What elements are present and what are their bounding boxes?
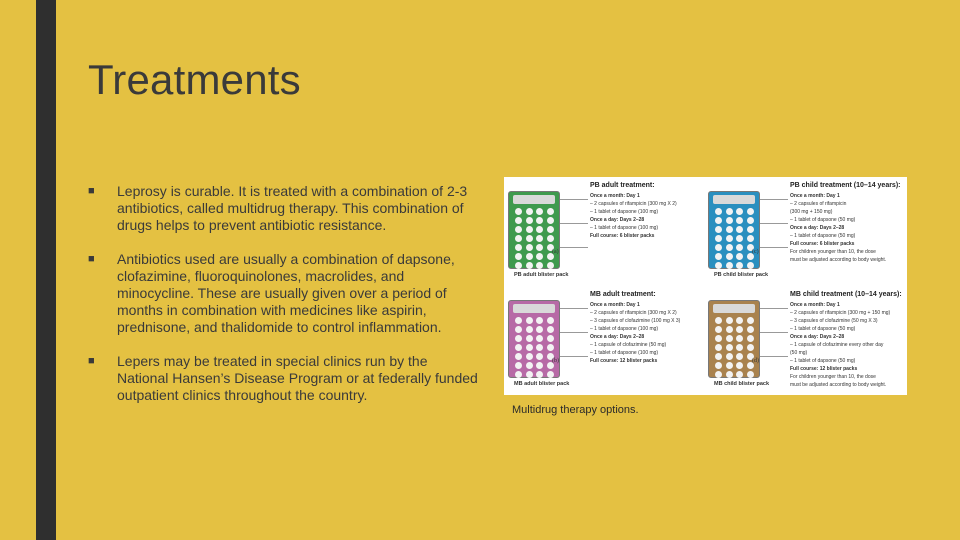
blister-pack-image	[708, 300, 760, 378]
panel-line: Once a day: Days 2–28	[790, 334, 845, 340]
blister-pill	[747, 326, 754, 333]
blister-pill	[526, 326, 533, 333]
blister-pill	[515, 335, 522, 342]
pack-label: MB adult blister pack	[514, 381, 570, 387]
panel-line: – 1 tablet of dapsone (100 mg)	[590, 225, 659, 231]
blister-pill	[726, 244, 733, 251]
blister-pill	[536, 317, 543, 324]
blister-pill	[526, 217, 533, 224]
panel-letter: (c)	[752, 249, 759, 255]
blister-grid	[515, 317, 555, 375]
treatment-panel	[704, 177, 904, 285]
callout-line	[760, 332, 788, 333]
bullet-item	[88, 353, 478, 404]
blister-pill	[726, 235, 733, 242]
blister-pill	[726, 344, 733, 351]
callout-line	[760, 199, 788, 200]
panel-line: – 1 capsule of clofazimine every other day	[790, 342, 884, 348]
panel-line: – 1 tablet of dapsone (50 mg)	[790, 326, 856, 332]
callout-line	[560, 308, 588, 309]
panel-line: (50 mg)	[790, 350, 808, 356]
blister-pill	[736, 326, 743, 333]
panel-line: For children younger than 10, the dose	[790, 374, 876, 380]
blister-pack-header	[513, 195, 555, 204]
bullet-marker: ■	[88, 355, 95, 367]
blister-pill	[526, 253, 533, 260]
panel-line: Full course: 12 blister packs	[590, 358, 658, 364]
blister-pill	[715, 353, 722, 360]
blister-pill	[747, 235, 754, 242]
bullet-list	[88, 183, 478, 421]
bullet-marker: ■	[88, 253, 95, 265]
blister-pill	[536, 262, 543, 269]
blister-pill	[515, 371, 522, 378]
blister-pill	[536, 235, 543, 242]
blister-grid	[515, 208, 555, 266]
bullet-item	[88, 251, 478, 336]
panel-title: MB adult treatment:	[590, 291, 656, 298]
blister-pill	[747, 226, 754, 233]
blister-pill	[515, 262, 522, 269]
panel-line: Once a month: Day 1	[590, 302, 640, 308]
bullet-item	[88, 183, 478, 234]
treatment-panel	[704, 286, 904, 394]
panel-line: – 1 tablet of dapsone (50 mg)	[790, 358, 856, 364]
blister-pill	[726, 326, 733, 333]
multidrug-therapy-figure	[504, 177, 907, 395]
callout-line	[560, 356, 588, 357]
blister-pill	[536, 326, 543, 333]
blister-pill	[726, 217, 733, 224]
panel-line: – 1 tablet of dapsone (50 mg)	[790, 217, 856, 223]
blister-pill	[536, 353, 543, 360]
blister-pill	[736, 262, 743, 269]
blister-pill	[715, 335, 722, 342]
blister-pack-image	[708, 191, 760, 269]
blister-pill	[715, 344, 722, 351]
blister-pill	[515, 226, 522, 233]
panel-letter: (a)	[552, 249, 559, 255]
blister-pill	[715, 253, 722, 260]
pack-label: PB child blister pack	[714, 272, 769, 278]
blister-pill	[536, 208, 543, 215]
callout-line	[560, 199, 588, 200]
blister-pill	[747, 262, 754, 269]
blister-pill	[736, 253, 743, 260]
blister-pill	[536, 344, 543, 351]
blister-pill	[715, 362, 722, 369]
blister-pill	[526, 208, 533, 215]
blister-pill	[726, 262, 733, 269]
panel-line: – 1 tablet of dapsone (100 mg)	[590, 326, 659, 332]
panel-line: Once a month: Day 1	[590, 193, 640, 199]
panel-line: Once a month: Day 1	[790, 193, 840, 199]
panel-line: – 2 capsules of rifampicin	[790, 201, 847, 207]
callout-line	[760, 308, 788, 309]
panel-title: PB child treatment (10–14 years):	[790, 182, 901, 189]
blister-pill	[736, 362, 743, 369]
blister-pill	[726, 371, 733, 378]
blister-pill	[526, 344, 533, 351]
blister-pill	[715, 326, 722, 333]
panel-title: PB adult treatment:	[590, 182, 655, 189]
treatment-panel	[504, 177, 704, 285]
blister-pill	[515, 217, 522, 224]
blister-pill	[726, 335, 733, 342]
blister-pill	[747, 208, 754, 215]
blister-pill	[747, 317, 754, 324]
panel-line: – 1 tablet of dapsone (100 mg)	[590, 209, 659, 215]
blister-pill	[526, 226, 533, 233]
blister-pill	[715, 317, 722, 324]
blister-pill	[547, 317, 554, 324]
blister-pill	[515, 253, 522, 260]
blister-pill	[715, 244, 722, 251]
panel-line: – 2 capsules of rifampicin (300 mg X 2)	[590, 310, 677, 316]
blister-pill	[736, 217, 743, 224]
blister-pill	[515, 326, 522, 333]
blister-pill	[515, 208, 522, 215]
panel-line: – 3 capsules of clofazimine (100 mg X 3)	[590, 318, 681, 324]
blister-pack-header	[513, 304, 555, 313]
blister-pill	[726, 353, 733, 360]
blister-pill	[736, 344, 743, 351]
blister-pill	[536, 244, 543, 251]
blister-pill	[726, 208, 733, 215]
blister-pill	[526, 262, 533, 269]
blister-pill	[726, 317, 733, 324]
blister-pill	[547, 235, 554, 242]
blister-pill	[526, 244, 533, 251]
blister-pack-image	[508, 300, 560, 378]
blister-pill	[515, 317, 522, 324]
blister-pill	[526, 335, 533, 342]
blister-pill	[736, 335, 743, 342]
blister-pill	[736, 244, 743, 251]
blister-pill	[715, 235, 722, 242]
blister-pill	[526, 317, 533, 324]
blister-pill	[736, 208, 743, 215]
panel-line: (300 mg + 150 mg)	[790, 209, 833, 215]
blister-pill	[726, 253, 733, 260]
panel-line: must be adjusted according to body weight.	[790, 382, 887, 388]
slide-title: Treatments	[88, 56, 301, 103]
callout-line	[760, 247, 788, 248]
blister-pill	[547, 335, 554, 342]
panel-letter: (b)	[552, 358, 559, 364]
blister-pill	[736, 235, 743, 242]
bullet-text: Lepers may be treated in special clinics run by the National Hansen’s Disease Program or at federally funded outpatient clinics throughout the country.	[117, 353, 478, 403]
callout-line	[760, 356, 788, 357]
blister-pill	[747, 335, 754, 342]
blister-pill	[536, 226, 543, 233]
callout-line	[560, 223, 588, 224]
callout-line	[560, 332, 588, 333]
blister-pill	[515, 353, 522, 360]
blister-pill	[547, 226, 554, 233]
panel-line: – 2 capsules of rifampicin (300 mg + 150 mg)	[790, 310, 891, 316]
pack-label: PB adult blister pack	[514, 272, 569, 278]
blister-pill	[715, 226, 722, 233]
blister-pill	[736, 371, 743, 378]
panel-letter: (d)	[752, 358, 759, 364]
blister-pill	[526, 235, 533, 242]
treatment-panel	[504, 286, 704, 394]
panel-line: Full course: 6 blister packs	[790, 241, 855, 247]
blister-pill	[515, 362, 522, 369]
blister-grid	[715, 317, 755, 375]
bullet-text: Leprosy is curable. It is treated with a combination of 2-3 antibiotics, called multidrug therapy. This combination of drugs helps to prevent antibiotic resistance.	[117, 183, 468, 233]
blister-pill	[747, 344, 754, 351]
blister-pill	[747, 371, 754, 378]
blister-pill	[726, 226, 733, 233]
panel-line: – 2 capsules of rifampicin (300 mg X 2)	[590, 201, 677, 207]
bullet-text: Antibiotics used are usually a combination of dapsone, clofazimine, fluoroquinolones, macrolides, and minocycline. These are usually given over a period of months in combination with medicines like aspirin, prednisone, and thalidomide to control inflammation.	[117, 251, 455, 335]
blister-pill	[726, 362, 733, 369]
panel-line: – 1 capsule of clofazimine (50 mg)	[590, 342, 667, 348]
blister-pill	[515, 244, 522, 251]
blister-pill	[536, 362, 543, 369]
blister-pill	[547, 344, 554, 351]
figure-caption: Multidrug therapy options.	[512, 404, 639, 416]
blister-pill	[547, 208, 554, 215]
blister-pill	[736, 226, 743, 233]
panel-line: – 1 tablet of dapsone (50 mg)	[790, 233, 856, 239]
blister-pill	[536, 217, 543, 224]
blister-pill	[715, 371, 722, 378]
blister-pill	[747, 217, 754, 224]
panel-line: Once a day: Days 2–28	[590, 334, 645, 340]
panel-line: Once a day: Days 2–28	[790, 225, 845, 231]
blister-pill	[547, 217, 554, 224]
blister-pill	[536, 253, 543, 260]
panel-line: For children younger than 10, the dose	[790, 249, 876, 255]
panel-line: – 3 capsules of clofazimine (50 mg X 3)	[790, 318, 878, 324]
blister-pill	[715, 217, 722, 224]
left-accent-bar	[36, 0, 56, 540]
panel-line: Once a month: Day 1	[790, 302, 840, 308]
blister-grid	[715, 208, 755, 266]
bullet-marker: ■	[88, 185, 95, 197]
blister-pill	[536, 371, 543, 378]
panel-line: – 1 tablet of dapsone (100 mg)	[590, 350, 659, 356]
blister-pack-image	[508, 191, 560, 269]
blister-pill	[736, 353, 743, 360]
pack-label: MB child blister pack	[714, 381, 770, 387]
blister-pill	[536, 335, 543, 342]
blister-pill	[736, 317, 743, 324]
blister-pill	[547, 326, 554, 333]
panel-line: Once a day: Days 2–28	[590, 217, 645, 223]
panel-title: MB child treatment (10–14 years):	[790, 291, 902, 298]
callout-line	[760, 223, 788, 224]
panel-line: Full course: 12 blister packs	[790, 366, 858, 372]
blister-pill	[715, 262, 722, 269]
blister-pill	[526, 353, 533, 360]
blister-pack-header	[713, 304, 755, 313]
blister-pack-header	[713, 195, 755, 204]
blister-pill	[515, 344, 522, 351]
blister-pill	[715, 208, 722, 215]
blister-pill	[526, 371, 533, 378]
callout-line	[560, 247, 588, 248]
panel-line: must be adjusted according to body weight.	[790, 257, 887, 263]
blister-pill	[547, 262, 554, 269]
panel-line: Full course: 6 blister packs	[590, 233, 655, 239]
blister-pill	[547, 371, 554, 378]
blister-pill	[515, 235, 522, 242]
blister-pill	[526, 362, 533, 369]
